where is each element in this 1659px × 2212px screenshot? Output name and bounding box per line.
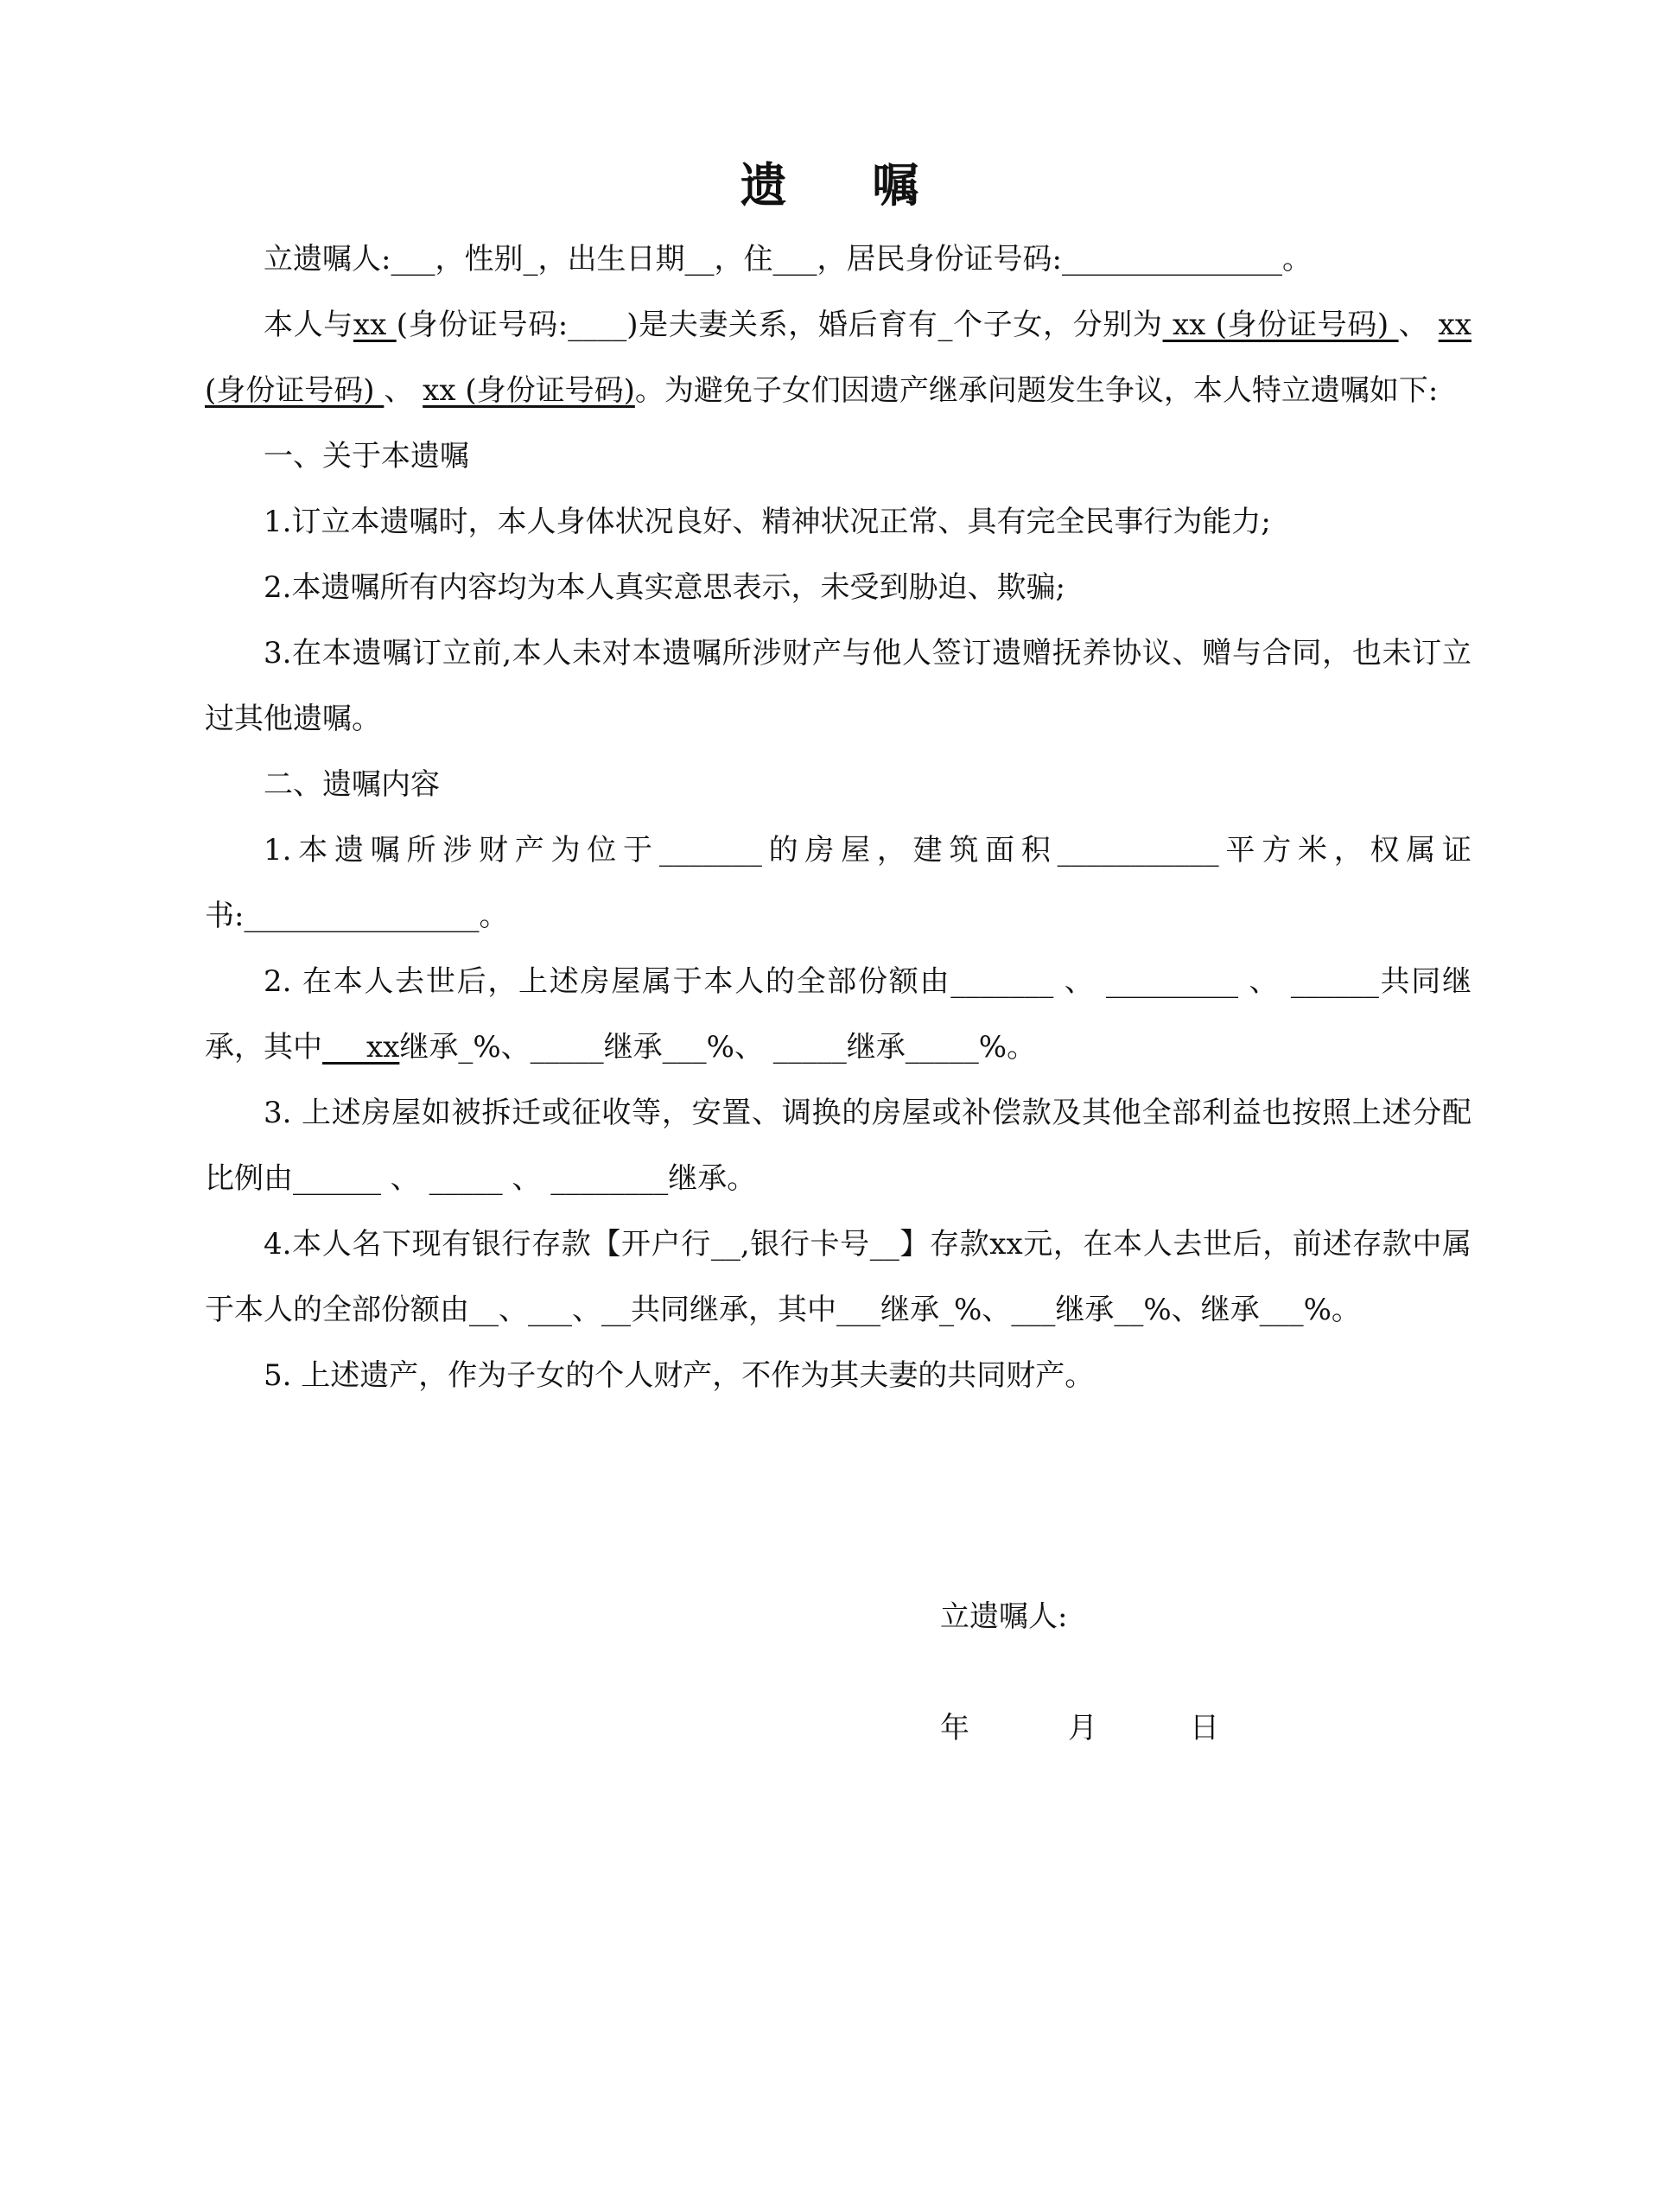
text-run: %、 [954,1293,1012,1327]
date-month-label: 月 [1068,1711,1097,1745]
text-run: 。为避免子女们因遗产继承问题发生争议，本人特立遗嘱如下: [634,373,1439,408]
text-run: _ [939,1293,954,1327]
date-year-label: 年 [940,1711,969,1745]
text-run: 。 [479,899,509,933]
text-run: 继承 [1055,1293,1115,1327]
text-run: __ [469,1293,499,1327]
underlined-field: xx (身份证号码) [1162,308,1399,342]
text-run: %、 [706,1030,773,1065]
paragraph-clause-2-5 [205,1343,1471,1408]
text-run: 个子女，分别为 [952,308,1163,342]
text-run: ______ [293,1161,381,1196]
paragraph-clause-1-3 [205,620,1471,752]
date-day-label: 日 [1190,1711,1219,1745]
text-run: ___ [391,242,435,276]
text-run: 5. 上述遗产，作为子女的个人财产，不作为其夫妻的共同财产。 [264,1358,1095,1393]
paragraph-section-2-heading [205,752,1471,817]
text-run: 二、遗嘱内容 [264,767,440,802]
underlined-field: ___xx [322,1030,400,1065]
text-run: ___ [1259,1293,1304,1327]
text-run: 3. 上述房屋如被拆迁或征收等，安置、调换的房屋或补偿款及其他全部利益也按照上述分配比例由 [205,1096,1471,1196]
text-run: 、 [502,1161,551,1196]
text-run: ___ [1011,1293,1056,1327]
text-run: ，居民身份证号码: [817,242,1062,276]
text-run: %。 [978,1030,1037,1065]
text-run: 、 [1053,964,1107,999]
text-run: ________________ [244,899,480,933]
text-run: ________ [550,1161,669,1196]
text-run: %、继承 [1143,1293,1260,1327]
text-run: _________ [1106,964,1239,999]
text-run: 、 [572,1293,601,1327]
text-run: ，性别 [435,242,524,276]
text-run: 1.本遗嘱所涉财产为位于 [264,833,659,868]
paragraph-clause-1-2 [205,555,1471,620]
text-run: 平方米，权属证书: [205,833,1471,933]
text-run: 本人与 [264,308,353,342]
text-run: ___ [528,1293,572,1327]
text-run: ，住 [714,242,773,276]
text-run: 。 [1281,242,1312,276]
paragraph-clause-2-3 [205,1080,1471,1211]
text-run: 、 [381,1161,429,1196]
text-run: _ [458,1030,474,1065]
text-run: __ [1114,1293,1144,1327]
text-run: 的房屋，建筑面积 [761,833,1058,868]
text-run: _______ [950,964,1054,999]
text-run: 2. 在本人去世后，上述房屋属于本人的全部份额由 [264,964,951,999]
text-run: ___________ [1057,833,1219,868]
text-run: 继承 [399,1030,459,1065]
text-run: _ [938,308,953,342]
underlined-field: xx (身份证号码) [423,373,635,408]
text-run: 继承 [880,1293,939,1327]
text-run: 继承。 [668,1161,757,1196]
text-run: _ [523,242,538,276]
text-run: _____ [772,1030,847,1065]
text-run: ___ [662,1030,707,1065]
text-run: 立遗嘱人: [264,242,391,276]
text-run: _____ [429,1161,503,1196]
text-run: 、 [1238,964,1291,999]
document-body [205,226,1471,1408]
text-run: __ [601,1293,631,1327]
text-run: __ [684,242,715,276]
text-run: 共同继承，其中 [631,1293,836,1327]
paragraph-section-1-heading [205,423,1471,489]
text-run: __ [869,1227,899,1262]
paragraph-clause-2-4 [205,1211,1471,1343]
text-run: 、 [1398,308,1439,342]
text-run: _______________ [1061,242,1282,276]
text-run: ___ [772,242,817,276]
text-run: _____ [905,1030,979,1065]
text-run: 4.本人名下现有银行存款【开户行 [264,1227,711,1262]
text-run: ___ [836,1293,880,1327]
paragraph-testator-info [205,226,1471,292]
text-run: ____ [568,308,627,342]
paragraph-clause-2-2 [205,949,1471,1080]
text-run: 】存款xx元，在本人去世后，前述存款中属于本人的全部份额由 [205,1227,1471,1327]
text-run: )是夫妻关系，婚后育有 [626,308,938,342]
text-run: %、 [473,1030,531,1065]
paragraph-family-info [205,292,1471,423]
text-run: 3.在本遗嘱订立前,本人未对本遗嘱所涉财产与他人签订遗赠抚养协议、赠与合同，也未订立过其他遗嘱。 [205,636,1471,736]
text-run: 1.订立本遗嘱时，本人身体状况良好、精神状况正常、具有完全民事行为能力; [264,505,1271,539]
text-run: _______ [658,833,762,868]
text-run: _____ [530,1030,604,1065]
paragraph-clause-2-1 [205,817,1471,949]
text-run: 、 [499,1293,528,1327]
text-run: ,银行卡号 [740,1227,870,1262]
text-run: ______ [1290,964,1379,999]
text-run: ，出生日期 [537,242,685,276]
text-run: %。 [1303,1293,1361,1327]
text-run: 一、关于本遗嘱 [264,439,469,474]
underlined-field: xx (身份证号码) [205,308,1471,408]
paragraph-clause-1-1 [205,489,1471,555]
text-run: 、 [384,373,423,408]
text-run: 2.本遗嘱所有内容均为本人真实意思表示，未受到胁迫、欺骗; [264,570,1065,605]
document-title: 遗 嘱 [740,158,954,213]
text-run: __ [710,1227,741,1262]
text-run: (身份证号码: [396,308,569,342]
text-run: 继承 [603,1030,663,1065]
text-run: 继承 [846,1030,906,1065]
text-run: 共同继承，其中 [205,964,1471,1065]
testator-signature-label: 立遗嘱人: [940,1599,1068,1634]
underlined-field: xx [353,308,397,342]
